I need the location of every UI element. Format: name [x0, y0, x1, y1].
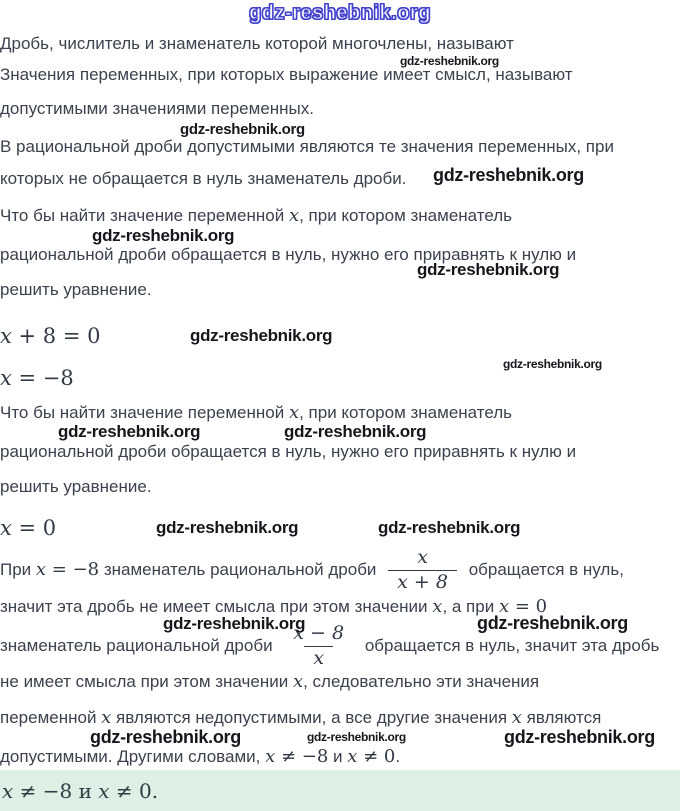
text-line: Значения переменных, при которых выражение имеет смысл, называют	[0, 65, 573, 84]
math-variable: x	[288, 205, 300, 226]
watermark-text: gdz-reshebnik.org	[180, 121, 305, 138]
watermark-text: gdz-reshebnik.org	[433, 165, 584, 185]
fraction-numerator: x − 8	[293, 621, 345, 644]
site-watermark: gdz-reshebnik.org	[249, 2, 431, 24]
text-segment: значит эта дробь не имеет смысла при этом значении	[0, 597, 433, 616]
math-expression: ≠ 0	[357, 746, 396, 767]
text-segment: переменной	[0, 708, 102, 727]
text-line: рациональной дроби обращается в нуль, нужно его приравнять к нулю и	[0, 245, 577, 264]
math-expression: + 8 = 0	[11, 324, 101, 348]
text-line: В рациональной дроби допустимыми являются те значения переменных, при	[0, 137, 614, 156]
text-line: решить уравнение.	[0, 280, 152, 299]
math-expression: = 0	[509, 596, 548, 617]
result-highlight	[0, 770, 680, 811]
math-variable: x	[0, 516, 12, 540]
text-segment: не имеет смысла при этом значении	[0, 672, 293, 691]
text-line: которых не обращается в нуль знаменатель дроби.	[0, 169, 407, 188]
text-segment: являются недопустимыми, а все другие значения	[111, 708, 512, 727]
math-expression: = −8	[46, 558, 100, 580]
math-variable: x	[288, 402, 300, 423]
watermark-text: gdz-reshebnik.org	[163, 614, 306, 633]
math-expression: ≠ −8	[275, 746, 329, 767]
watermark-text: gdz-reshebnik.org	[378, 518, 521, 537]
equation	[0, 366, 74, 390]
fraction-numerator: x	[417, 545, 428, 568]
text-line-with-fraction	[0, 545, 624, 593]
fraction	[388, 547, 457, 594]
text-segment: .	[395, 747, 401, 766]
math-variable: x	[35, 558, 47, 580]
math-variable: x	[98, 778, 110, 803]
watermark-text: gdz-reshebnik.org	[477, 613, 628, 633]
math-variable: x	[498, 596, 510, 617]
math-variable: x	[2, 778, 14, 803]
math-variable: x	[347, 746, 358, 767]
text-segment: Что бы найти значение переменной	[0, 206, 289, 225]
text-segment: знаменатель рациональной дроби	[99, 560, 382, 580]
text-segment: Что бы найти значение переменной	[0, 403, 289, 422]
watermark-text: gdz-reshebnik.org	[503, 357, 602, 371]
math-expression: = 0	[11, 516, 57, 540]
text-segment: , при котором знаменатель	[299, 206, 513, 225]
math-variable: x	[292, 671, 304, 692]
text-segment: и	[72, 778, 99, 803]
watermark-text: gdz-reshebnik.org	[504, 727, 655, 747]
text-line: Дробь, числитель и знаменатель которой многочлены, называют	[0, 34, 514, 53]
watermark-text: gdz-reshebnik.org	[307, 730, 406, 744]
watermark-text: gdz-reshebnik.org	[92, 226, 235, 245]
fraction-denominator: x	[304, 646, 333, 670]
text-segment: знаменатель рациональной дроби	[0, 636, 278, 656]
watermark-text: gdz-reshebnik.org	[156, 518, 299, 537]
fraction-denominator: x + 8	[388, 570, 457, 594]
text-line: рациональной дроби обращается в нуль, нужно его приравнять к нулю и	[0, 442, 577, 461]
text-segment: , следовательно эти значения	[303, 672, 540, 691]
text-segment: обращается в нуль,	[463, 560, 624, 580]
math-expression: = −8	[11, 366, 74, 390]
math-variable: x	[101, 707, 112, 728]
text-segment: и	[328, 747, 348, 766]
text-line	[0, 746, 400, 769]
math-variable: x	[432, 596, 443, 617]
watermark-text: gdz-reshebnik.org	[284, 422, 427, 441]
math-variable: x	[511, 707, 522, 728]
text-line	[0, 671, 539, 694]
text-segment: являются	[521, 708, 602, 727]
text-segment: , при котором знаменатель	[299, 403, 513, 422]
text-segment: При	[0, 560, 36, 580]
equation	[0, 324, 100, 348]
watermark-text: gdz-reshebnik.org	[190, 326, 333, 345]
math-expression: ≠ −8	[13, 778, 73, 803]
math-variable: x	[0, 366, 12, 390]
text-segment: допустимыми. Другими словами,	[0, 747, 266, 766]
text-segment: , а при	[442, 597, 499, 616]
equation	[0, 516, 56, 540]
text-line	[0, 205, 512, 228]
math-expression: ≠ 0.	[109, 778, 159, 803]
text-segment: обращается в нуль, значит эта дробь	[360, 636, 660, 656]
watermark-text: gdz-reshebnik.org	[417, 260, 560, 279]
text-line: допустимыми значениями переменных.	[0, 99, 314, 118]
math-variable: x	[265, 746, 276, 767]
math-variable: x	[0, 324, 12, 348]
watermark-text: gdz-reshebnik.org	[90, 727, 241, 747]
watermark-text: gdz-reshebnik.org	[58, 422, 201, 441]
text-line: решить уравнение.	[0, 477, 152, 496]
watermark-text: gdz-reshebnik.org	[400, 54, 499, 68]
